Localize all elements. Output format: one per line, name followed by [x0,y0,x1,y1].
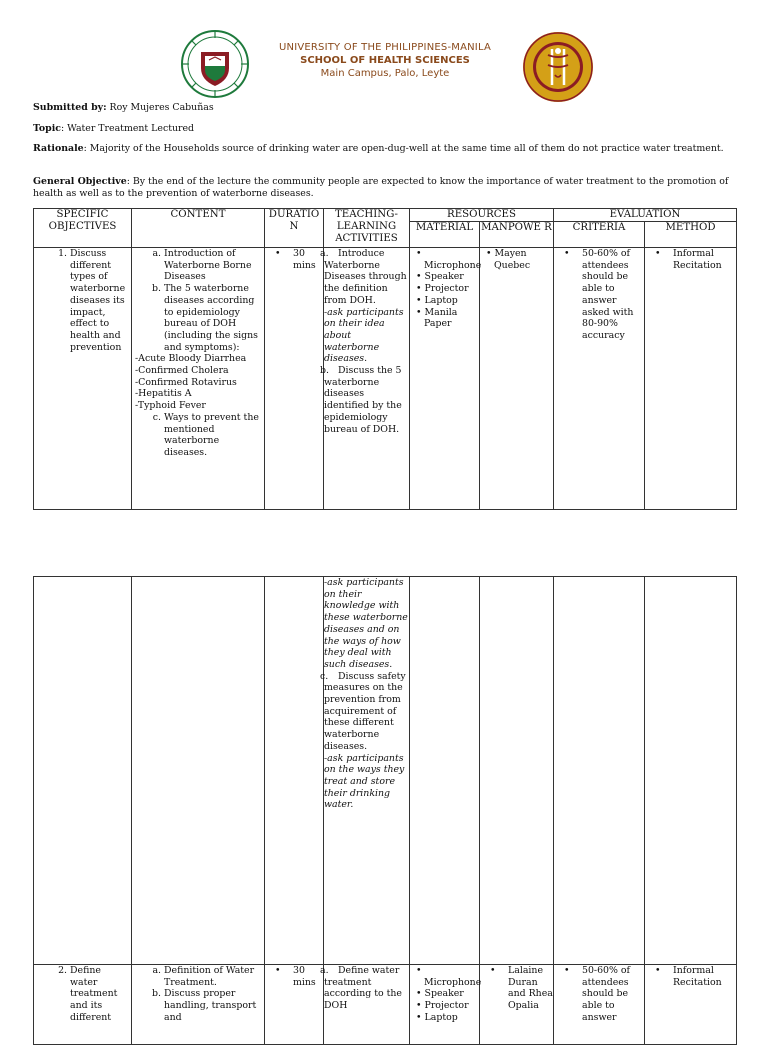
activity-ask-2: -ask participants on their knowledge with these waterborne diseases and on the ways of how they deal with such diseases. [324,577,408,670]
disease-item: -Confirmed Rotavirus [135,376,237,388]
header-criteria: CRITERIA [554,222,645,248]
content-item-a: a. Introduction of Waterborne Borne Diseases [164,248,264,283]
activity-a-label: a. [320,248,329,259]
header-manpower: MANPOWE R [480,222,554,248]
topic-line [33,123,738,135]
disease-item: -Hepatitis A [135,388,192,400]
material-item: • Laptop [424,295,479,307]
criteria-value: • 50-60% of attendees should be able to answer [582,965,644,1024]
duration-value: • 30 mins [293,248,323,271]
general-objective-paragraph [33,176,738,199]
content-cell [132,965,265,1045]
material-item: • Speaker [424,271,479,283]
general-objective-value: : By the end of the lecture the community people are expected to know the importance of water treatment to the promotion of health as well as to the prevention of waterborne diseases. [33,176,729,199]
rationale-value: : Majority of the Households source of drinking water are open-dug-well at the same time all of them do not practice water treatment. [83,143,724,154]
material-cell [410,248,480,510]
submitted-by-value: Roy Mujeres Cabuñas [106,102,214,113]
material-item: • Speaker [424,988,479,1000]
material-item: • Microphone [424,248,479,271]
topic-label: Topic [33,123,61,134]
activity-b-text: Discuss the 5 waterborne diseases identified by the epidemiology bureau of DOH. [324,365,402,435]
header-teaching-learning-activities: TEACHING- LEARNING ACTIVITIES [324,209,410,248]
criteria-cell [554,248,645,510]
specific-objective-cell [34,965,132,1045]
material-item: • Laptop [424,1012,479,1024]
submitted-by-line [33,102,738,114]
header-duration: DURATIO N [265,209,324,248]
header-specific-objectives: SPECIFIC OBJECTIVES [34,209,132,248]
university-heading [260,42,510,79]
objective-item: 2. Define water treatment and its different [70,965,131,1024]
teaching-learning-cell [320,248,410,510]
activity-c [320,670,409,753]
manpower-value: • Mayen Quebec [494,248,553,271]
activity-b-label: b. [320,365,329,377]
activity-a [320,248,409,307]
teaching-learning-cell [320,577,410,965]
method-value: • Informal Recitation [673,965,736,988]
activity-c-text: Discuss safety measures on the prevention from acquirement of these different waterborne diseases. [324,670,406,752]
header-resources: RESOURCES [410,209,554,222]
material-cell [410,965,480,1045]
table-row [34,965,737,1045]
rationale-label: Rationale [33,143,84,154]
material-item: • Projector [424,283,479,295]
manpower-value: • Lalaine Duran and Rhea Opalia [508,965,553,1012]
duration-cell [265,965,324,1045]
criteria-cell [554,577,645,965]
teaching-learning-cell [320,965,410,1045]
general-objective-label: General Objective [33,176,127,187]
manpower-cell [480,965,554,1045]
content-item-b: b. The 5 waterborne diseases according to epidemiology bureau of DOH (including the signs and symptoms): [164,283,264,353]
content-item-b: b. Discuss proper handling, transport and [164,988,264,1023]
material-item: • Projector [424,1000,479,1012]
material-cell [410,577,480,965]
university-name: UNIVERSITY OF THE PHILIPPINES-MANILA [279,42,491,53]
manpower-cell [480,577,554,965]
method-cell [645,577,737,965]
activity-a-text: Introduce Waterborne Diseases through the definition from DOH. [324,248,407,306]
criteria-value: • 50-60% of attendees should be able to answer asked with 80-90% accuracy [582,248,644,342]
content-cell [132,248,265,510]
duration-value: • 30 mins [293,965,323,988]
criteria-cell [554,965,645,1045]
table-row [34,248,737,510]
activity-a [320,965,409,1012]
activity-a-text: Define water treatment according to the DOH [324,965,402,1012]
duration-cell [265,248,324,510]
disease-item: -Confirmed Cholera [135,365,229,377]
activity-ask-3: -ask participants on the ways they treat and store their drinking water. [324,752,405,811]
method-cell [645,965,737,1045]
method-value: • Informal Recitation [673,248,736,271]
school-of-health-sciences-seal-logo [522,31,594,103]
disease-item: -Typhoid Fever [135,400,206,412]
content-item-a: a. Definition of Water Treatment. [164,965,264,988]
objective-item: 1. Discuss different types of waterborne diseases its impact, effect to health and prevention [70,248,131,353]
specific-objective-cell [34,248,132,510]
material-item: • Microphone [424,965,479,988]
school-name: SCHOOL OF HEALTH SCIENCES [300,55,470,66]
content-cell [132,577,265,965]
rationale-paragraph [33,143,738,155]
activity-a-label: a. [320,965,329,976]
manpower-cell [480,248,554,510]
activity-ask-1: -ask participants on their idea about waterborne diseases. [324,306,404,365]
campus-location: Main Campus, Palo, Leyte [320,68,450,79]
disease-item: -Acute Bloody Diarrhea [135,353,247,365]
duration-cell [265,577,324,965]
topic-value: : Water Treatment Lectured [60,123,195,134]
header-method: METHOD [645,222,737,248]
material-item: • Manila Paper [424,307,479,330]
lesson-plan-table-page-2 [33,576,737,1045]
document-header [0,0,768,100]
header-evaluation: EVALUATION [554,209,737,222]
activity-c-label: c. [320,670,329,682]
up-manila-seal-logo [181,30,249,98]
header-material: MATERIAL [410,222,480,248]
submitted-by-label: Submitted by: [33,102,107,113]
method-cell [645,248,737,510]
header-content: CONTENT [132,209,265,248]
activity-b [320,365,409,435]
specific-objective-cell [34,577,132,965]
content-item-c: c. Ways to prevent the mentioned waterborne diseases. [164,412,264,459]
lesson-plan-table-page-1 [33,208,737,510]
table-row-continued [34,577,737,965]
